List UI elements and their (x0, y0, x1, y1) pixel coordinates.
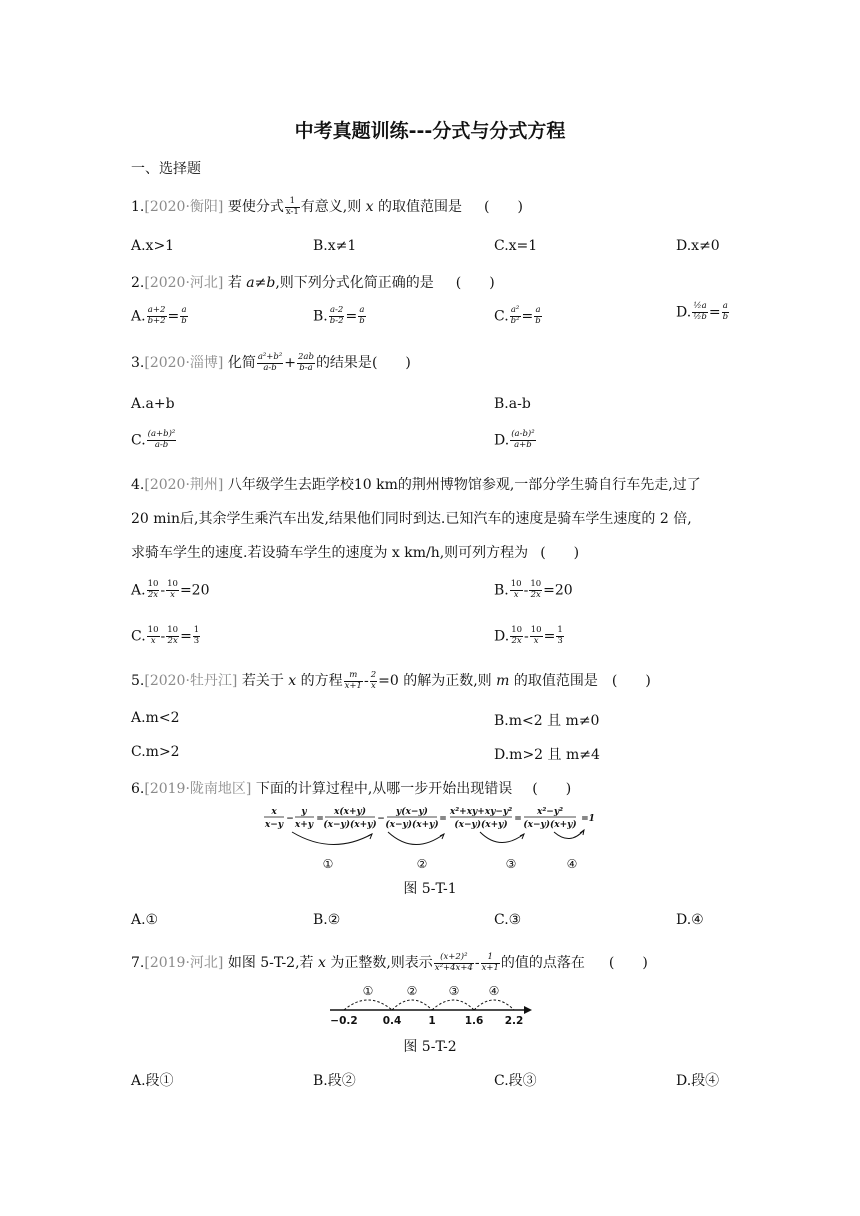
expr-den-5: (x−y)(x+y) (523, 820, 577, 830)
figure-5-t-2 (326, 982, 536, 1028)
q6-option-c: C.③ (494, 912, 522, 928)
q2-option-d: D. $\frac{\text{½a}}{\text{½b}}$ = $\frac{a}{b}$ (676, 301, 729, 322)
op-minus: − (377, 814, 385, 824)
answer-paren: ( ) (608, 955, 648, 971)
source-tag: [2019·陇南地区] (144, 781, 252, 797)
source-tag: [2020·荆州] (144, 477, 224, 493)
source-tag: [2020·淄博] (144, 355, 224, 371)
step-label-3: ③ (505, 857, 517, 871)
fraction: $\frac{1}{x-1}$ (285, 195, 299, 217)
q3-option-a: A.a+b (131, 396, 175, 412)
q2-option-a: A. $\frac{a+2}{b+2}$ = $\frac{a}{b}$ (131, 305, 187, 326)
expr-num-0: x (271, 807, 277, 817)
expr-num-3: y(x−y) (396, 807, 428, 817)
number-line-arrow (524, 1006, 532, 1014)
q6-option-d: D.④ (676, 912, 704, 928)
q4-option-d: D. $\frac{10}{2x}$ - $\frac{10}{x}$ = $\frac{1}{3}$ (494, 625, 563, 646)
step-arrow-3 (480, 832, 524, 843)
tick-label: 1 (428, 1015, 436, 1027)
expr-den-4: (x−y)(x+y) (454, 820, 508, 830)
step-arrow-2 (388, 832, 444, 845)
q3-option-c: C. $\frac{\text{(a+b)²}}{a-b}$ (131, 429, 176, 450)
segment-arc-3 (432, 1000, 474, 1010)
question-4-line-1: 4.[2020·荆州] 八年级学生去距学校10 km的荆州博物馆参观,一部分学生骑自行车先走,过了 (131, 477, 701, 493)
op-eq: = (316, 814, 324, 824)
step-label-1: ① (322, 857, 334, 871)
figure-caption: 图 5-T-2 (403, 1039, 457, 1055)
question-7: 7.[2019·河北] 如图 5-T-2,若 x 为正整数,则表示 $\frac{\text{(x+2)²}}{\text{x²+4x+4}}$ - $\frac{1}{x+1}$ 的值的点落在 ( ) (131, 951, 648, 973)
answer-paren: ( ) (371, 355, 411, 371)
q7-option-d: D.段④ (676, 1073, 720, 1089)
segment-arc-4 (474, 1000, 514, 1010)
q5-option-a: A.m<2 (131, 710, 180, 726)
source-tag: [2020·衡阳] (144, 199, 224, 215)
q5-option-c: C.m>2 (131, 744, 180, 760)
tick-label: −0.2 (330, 1015, 358, 1027)
q5-option-d: D.m>2 且 m≠4 (494, 747, 600, 763)
q3-option-b: B.a-b (494, 396, 531, 412)
answer-paren: ( ) (611, 673, 651, 689)
answer-paren: ( ) (540, 545, 580, 561)
q4-option-a: A. $\frac{10}{2x}$ - $\frac{10}{x}$ =20 (131, 579, 210, 600)
tick-label: 1.6 (464, 1015, 484, 1027)
question-3: 3.[2020·淄博] 化简 $\frac{\text{a²+b²}}{a-b}$ + $\frac{2ab}{b-a}$ 的结果是( ) (131, 351, 411, 373)
step-label-4: ④ (566, 857, 578, 871)
source-tag: [2019·河北] (144, 955, 224, 971)
q1-option-a: A.x>1 (131, 238, 175, 254)
expr-num-4: x²+xy+xy−y² (449, 807, 513, 817)
segment-arc-2 (392, 1000, 432, 1010)
expr-den-2: (x−y)(x+y) (323, 820, 377, 830)
answer-paren: ( ) (532, 781, 572, 797)
question-4-line-2: 20 min后,其余学生乘汽车出发,结果他们同时到达.已知汽车的速度是骑车学生速度的 2 倍, (131, 511, 692, 527)
q4-option-c: C. $\frac{10}{x}$ - $\frac{10}{2x}$ = $\frac{1}{3}$ (131, 625, 200, 646)
expr-den-1: x+y (294, 820, 314, 830)
question-6: 6.[2019·陇南地区] 下面的计算过程中,从哪一步开始出现错误 ( ) (131, 781, 572, 797)
question-2: 2.[2020·河北] 若 a≠b,则下列分式化简正确的是 ( ) (131, 275, 495, 291)
tick-label: 2.2 (504, 1015, 524, 1027)
q6-option-b: B.② (313, 912, 341, 928)
segment-label-2: ② (406, 984, 418, 998)
q1-option-c: C.x=1 (494, 238, 538, 254)
tick-label: 0.4 (382, 1015, 402, 1027)
arrowhead (368, 834, 372, 839)
segment-label-4: ④ (488, 984, 500, 998)
segment-label-1: ① (362, 984, 374, 998)
expr-den-0: x−y (264, 820, 284, 830)
question-4-line-3: 求骑车学生的速度.若设骑车学生的速度为 x km/h,则可列方程为 ( ) (131, 545, 580, 561)
q2-option-c: C. $\frac{\text{a²}}{\text{b²}}$ = $\frac{a}{b}$ (494, 305, 541, 326)
expr-num-1: y (301, 807, 307, 817)
source-tag: [2020·河北] (144, 275, 224, 291)
expr-num-2: x(x+y) (333, 807, 367, 817)
q6-option-a: A.① (131, 912, 159, 928)
op-eq-one: =1 (581, 814, 595, 824)
step-arrow-1 (292, 832, 372, 845)
op-eq: = (514, 814, 522, 824)
q7-option-c: C.段③ (494, 1073, 537, 1089)
q1-option-b: B.x≠1 (313, 238, 357, 254)
q7-option-a: A.段① (131, 1073, 174, 1089)
q2-option-b: B. $\frac{a-2}{b-2}$ = $\frac{a}{b}$ (313, 305, 365, 326)
expr-den-3: (x−y)(x+y) (385, 820, 439, 830)
op-minus: − (286, 814, 294, 824)
figure-5-t-1 (262, 800, 602, 874)
expr-num-5: x²−y² (536, 807, 564, 817)
step-arrow-4 (554, 830, 584, 839)
source-tag: [2020·牡丹江] (144, 673, 238, 689)
segment-label-3: ③ (448, 984, 460, 998)
q3-option-d: D. $\frac{\text{(a-b)²}}{a+b}$ (494, 429, 535, 450)
q1-option-d: D.x≠0 (676, 238, 720, 254)
figure-caption: 图 5-T-1 (403, 881, 457, 897)
page-title: 中考真题训练---分式与分式方程 (294, 120, 566, 142)
segment-arc-1 (344, 1000, 392, 1010)
q4-option-b: B. $\frac{10}{x}$ - $\frac{10}{2x}$ =20 (494, 579, 573, 600)
question-1: 1.[2020·衡阳] 要使分式 $\frac{1}{x-1}$ 有意义,则 x 的取值范围是 ( ) (131, 195, 523, 217)
section-heading: 一、选择题 (131, 161, 201, 177)
answer-paren: ( ) (484, 199, 523, 215)
answer-paren: ( ) (455, 275, 495, 291)
q5-option-b: B.m<2 且 m≠0 (494, 713, 600, 729)
op-eq: = (439, 814, 447, 824)
question-5: 5.[2020·牡丹江] 若关于 x 的方程 $\frac{m}{x+1}$ - $\frac{2}{x}$ =0 的解为正数,则 m 的取值范围是 ( ) (131, 669, 651, 691)
q7-option-b: B.段② (313, 1073, 356, 1089)
step-label-2: ② (416, 857, 428, 871)
